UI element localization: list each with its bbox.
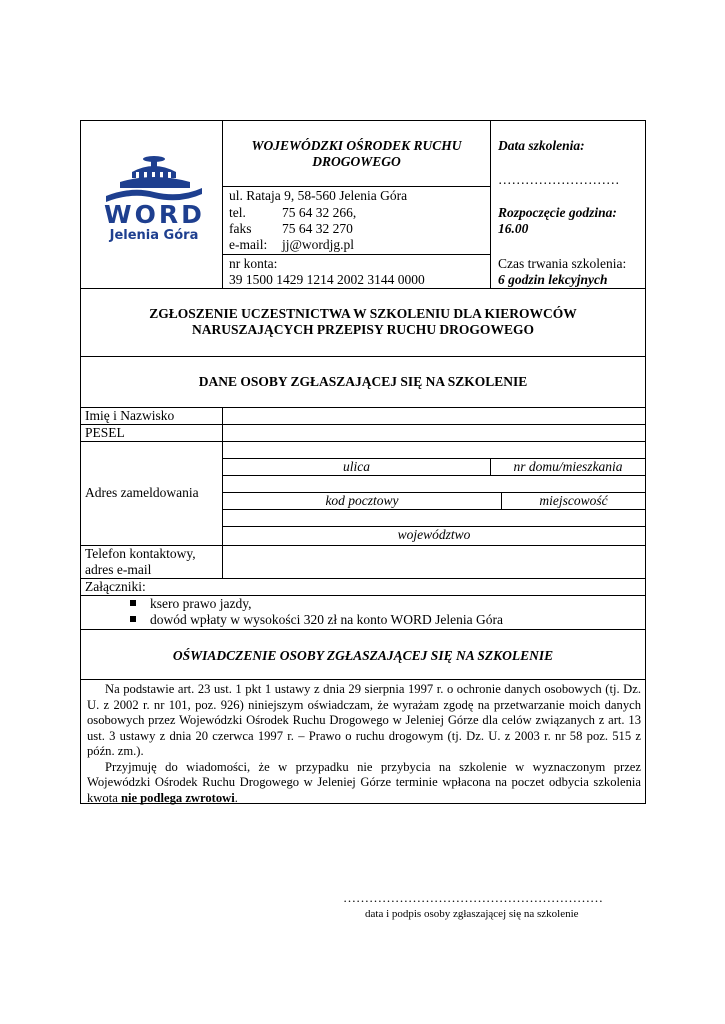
email-value: jj@wordjg.pl xyxy=(282,237,355,252)
fax-value: 75 64 32 270 xyxy=(282,221,353,236)
declaration-text xyxy=(87,682,641,806)
label-phone-line1: Telefon kontaktowy, xyxy=(85,546,196,561)
caption-house-number: nr domu/mieszkania xyxy=(513,459,623,474)
bullet-icon xyxy=(130,600,136,606)
word-logo xyxy=(102,150,206,250)
no-refund-emphasis: nie podlega zwrotowi xyxy=(120,790,235,805)
declaration-p2-end: . xyxy=(234,790,238,805)
attachments-label: Załączniki: xyxy=(85,579,146,594)
attachment-item-text: ksero prawo jazdy, xyxy=(150,596,252,611)
label-name: Imię i Nazwisko xyxy=(85,408,175,423)
start-time-value: 16.00 xyxy=(498,221,529,236)
caption-postal-code: kod pocztowy xyxy=(325,493,399,508)
tel-label: tel. xyxy=(229,205,246,220)
caption-city: miejscowość xyxy=(539,493,608,508)
word-building-icon xyxy=(102,150,206,206)
input-pesel[interactable] xyxy=(223,425,645,441)
bullet-icon xyxy=(130,616,136,622)
attachment-item xyxy=(130,612,503,628)
input-street[interactable] xyxy=(223,442,645,458)
account-number: 39 1500 1429 1214 2002 3144 0000 xyxy=(229,272,425,287)
start-time-label: Rozpoczęcie godzina: xyxy=(498,205,617,220)
attachment-item-text: dowód wpłaty w wysokości 320 zł na konto WORD Jelenia Góra xyxy=(150,612,503,627)
input-postal-city[interactable] xyxy=(223,476,645,492)
caption-province: województwo xyxy=(397,527,471,542)
logo-word-text: WORD xyxy=(104,200,205,229)
tel-value: 75 64 32 266, xyxy=(282,205,357,220)
declaration-paragraph-1: Na podstawie art. 23 ust. 1 pkt 1 ustawy z dnia 29 sierpnia 1997 r. o ochronie danych osobowych (tj. Dz. U. z 2002 r. nr 101, poz. 926) niniejszym oświadczam, że wyrażam zgodę na przetwarzanie moich danych osobowych przez Wojewódzki Ośrodek Ruchu Drogowego w Jeleniej Górze dla celów związanych z art. 13 ust. 3 ustawy z dnia 20 czerwca 1997 r. – Prawo o ruchu drogowym (tj. Dz. U. z 2003 r. nr 58 poz. 515 z późn. zm.). xyxy=(87,682,641,758)
declaration-heading: OŚWIADCZENIE OSOBY ZGŁASZAJĄCEJ SIĘ NA SZKOLENIE xyxy=(172,648,554,663)
attachment-item xyxy=(130,596,251,612)
label-phone-line2: adres e-mail xyxy=(85,562,152,577)
org-address: ul. Rataja 9, 58-560 Jelenia Góra xyxy=(229,188,408,203)
caption-street: ulica xyxy=(343,459,370,474)
duration-label: Czas trwania szkolenia: xyxy=(498,256,627,271)
signature-line: …………………………………………………… xyxy=(343,890,603,905)
input-province[interactable] xyxy=(223,510,645,526)
label-address: Adres zameldowania xyxy=(85,485,199,500)
declaration-paragraph-2 xyxy=(87,760,641,807)
account-label: nr konta: xyxy=(229,256,278,271)
form-title-line1: ZGŁOSZENIE UCZESTNICTWA W SZKOLENIU DLA KIEROWCÓW xyxy=(149,306,577,321)
fax-label: faks xyxy=(229,221,252,236)
input-phone-email[interactable] xyxy=(223,546,645,578)
form-title-line2: NARUSZAJĄCYCH PRZEPISY RUCHU DROGOWEGO xyxy=(192,322,534,337)
duration-value: 6 godzin lekcyjnych xyxy=(498,272,608,287)
input-name[interactable] xyxy=(223,408,645,424)
section-person-heading: DANE OSOBY ZGŁASZAJĄCEJ SIĘ NA SZKOLENIE xyxy=(198,374,528,389)
declaration-p2-text: Przyjmuję do wiadomości, że w przypadku nie przybycia na szkolenie w wyznaczonym przez Wojewódzki Ośrodek Ruchu Drogowego w Jeleniej Górze terminie wpłacona na poczet odbycia szkolenia kwota xyxy=(87,759,641,805)
logo-city-text: Jelenia Góra xyxy=(109,228,199,243)
label-pesel: PESEL xyxy=(85,425,125,440)
org-name-line1: WOJEWÓDZKI OŚRODEK RUCHU xyxy=(251,138,462,153)
training-date-label: Data szkolenia: xyxy=(498,138,585,153)
signature-caption: data i podpis osoby zgłaszającej się na szkolenie xyxy=(365,908,579,920)
email-label: e-mail: xyxy=(229,237,268,252)
org-name-line2: DROGOWEGO xyxy=(312,154,401,169)
training-date-blank: ……………………… xyxy=(498,172,620,187)
